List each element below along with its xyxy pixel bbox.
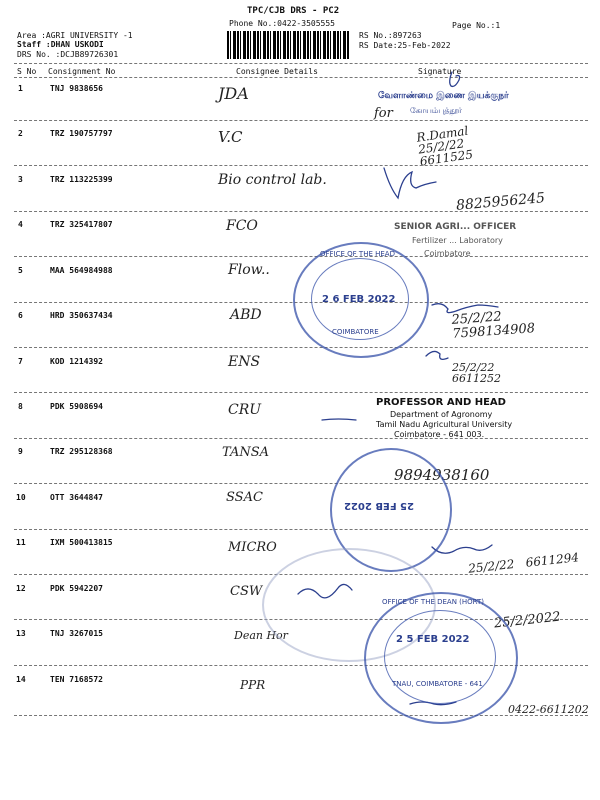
row-consignee: ENS [228,354,261,370]
row-consignment-no: OTT 3644847 [50,493,103,502]
row-consignment-no: KOD 1214392 [50,357,103,366]
column-header-sno: S No [17,67,37,76]
row-consignee: SSAC [226,490,263,505]
row-signature: 25/2/22 6611252 [452,361,501,385]
row-consignee: CRU [228,402,262,418]
office-head-seal-date: 2 6 FEB 2022 [322,294,396,305]
row-consignment-no: MAA 564984988 [50,266,113,275]
row-consignment-no: PDK 5942207 [50,584,103,593]
row-signature: 25/2/22 6611294 [467,550,580,576]
row-consignee: MICRO [228,540,277,555]
row-sno: 6 [18,311,23,320]
tamil-stamp-line2: கோயம்புத்தூர் [410,106,463,115]
row-consignee: CSW [230,584,263,599]
page-number: Page No.:1 [452,21,501,30]
row-sno: 2 [18,129,23,138]
row-consignee: V.C [218,128,243,146]
dean-seal-inner [384,610,496,704]
dean-seal-date: 2 5 FEB 2022 [396,634,470,645]
area-label: Area :AGRI UNIVERSITY -1 [17,31,133,40]
date-seal-2-date: 25 FEB 2022 [344,500,414,511]
officer-stamp-city: Coimbatore [424,249,471,258]
row-consignee: Dean Hor [234,629,288,642]
row-sno: 4 [18,220,23,229]
column-header-consignee: Consignee Details [236,67,318,76]
row-consignment-no: PDK 5908694 [50,402,103,411]
row-sno: 8 [18,402,23,411]
row-consignee: Bio control lab. [218,172,327,188]
row-consignment-no: TNJ 9838656 [50,84,103,93]
row-consignment-no: TNJ 3267015 [50,629,103,638]
dean-seal-top: OFFICE OF THE DEAN (HORT) [382,598,485,606]
officer-stamp-title: SENIOR AGRI... OFFICER [394,222,517,232]
row-sno: 3 [18,175,23,184]
row-signature: 25/2/22 7598134908 [451,309,536,342]
row-sno: 14 [16,675,26,684]
row-sno: 9 [18,447,23,456]
professor-stamp-university: Tamil Nadu Agricultural University [376,420,513,429]
row-consignment-no: TRZ 113225399 [50,175,113,184]
row-sno: 13 [16,629,26,638]
row-consignee: ABD [230,307,262,323]
row-consignment-no: TRZ 295128368 [50,447,113,456]
row-sno: 7 [18,357,23,366]
column-header-consignment: Consignment No [48,67,116,76]
dean-seal-bottom: TNAU, COIMBATORE - 641 [392,680,483,688]
row-signature: 0422-6611202 [508,703,589,716]
row-signature: 25/2/2022 [493,609,562,632]
phone-number: Phone No.:0422-3505555 [229,19,335,28]
office-head-seal-top: OFFICE OF THE HEAD [320,250,395,258]
document-title: TPC/CJB DRS - PC2 [247,6,340,16]
tamil-stamp-line1: வேளாண்மை இணை இயக்குநர் [378,91,509,101]
staff-label: Staff :DHAN USKODI [17,40,104,49]
row-signature: 9894938160 [394,466,490,484]
row-consignee: Flow.. [228,262,270,278]
row-consignee: TANSA [222,445,270,460]
row-consignment-no: TRZ 325417807 [50,220,113,229]
row-consignment-no: IXM 500413815 [50,538,113,547]
office-head-seal-bottom: COIMBATORE [332,328,379,336]
professor-stamp-title: PROFESSOR AND HEAD [376,397,506,408]
professor-stamp-dept: Department of Agronomy [390,410,493,419]
row-sno: 11 [16,538,26,547]
professor-stamp-city: Coimbatore - 641 003. [394,430,485,439]
row-signature: R.Damal 25/2/22 6611525 [415,123,474,169]
row-sno: 10 [16,493,26,502]
row-consignment-no: HRD 350637434 [50,311,113,320]
row-signature: for [374,106,393,121]
row-consignee: FCO [226,218,258,234]
row-consignee: JDA [218,84,249,103]
row-consignee: PPR [240,678,266,692]
row-signature: 8825956245 [455,190,546,214]
row-consignment-no: TEN 7168572 [50,675,103,684]
rs-date: RS Date:25-Feb-2022 [359,41,451,50]
officer-stamp-sub: Fertilizer ... Laboratory [412,236,503,245]
row-sno: 5 [18,266,23,275]
drs-number: DRS No. :DCJB89726301 [17,50,119,59]
row-sno: 1 [18,84,23,93]
row-consignment-no: TRZ 190757797 [50,129,113,138]
row-sno: 12 [16,584,26,593]
column-header-signature: Signature [418,67,462,76]
rs-number: RS No.:897263 [359,31,422,40]
